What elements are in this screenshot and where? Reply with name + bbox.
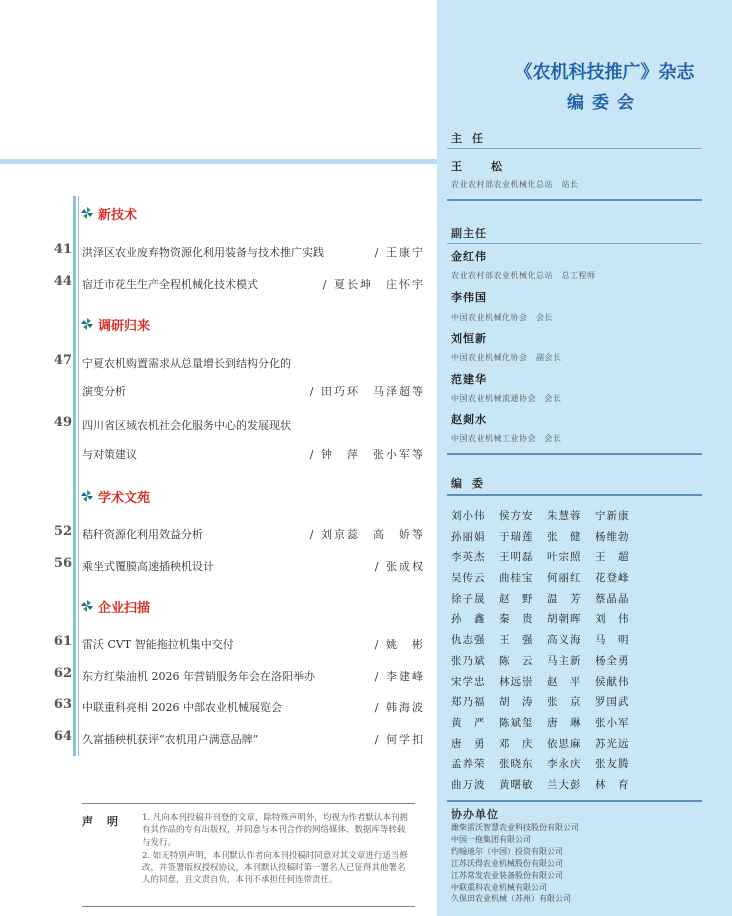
member-name: 杨全勇: [595, 654, 630, 667]
toc-entry[interactable]: [0, 555, 437, 575]
member-name: 秦 贵: [499, 613, 534, 626]
member-name: 李英杰: [451, 551, 486, 564]
divider: [447, 494, 702, 496]
member-name: 蔡晶晶: [595, 592, 630, 605]
person-role: 中国农业机械工业协会 会长: [451, 434, 562, 443]
top-divider-band: [0, 159, 437, 164]
article-title: 宿迁市花生生产全程机械化技术模式: [82, 278, 258, 291]
article-author: / 钟 萍 张小军等: [309, 448, 425, 461]
toc-entry[interactable]: [0, 273, 437, 293]
section-title: 企业扫描: [98, 600, 151, 616]
page-number: 62: [53, 666, 72, 681]
member-name: 苏光远: [595, 737, 630, 750]
page-number: 64: [53, 729, 72, 744]
article-author: / 韩海波: [374, 701, 425, 714]
member-name: 林 育: [595, 778, 630, 791]
toc-entry[interactable]: [0, 414, 437, 434]
person-role: 中国农业机械化协会 副会长: [451, 353, 562, 362]
member-name: 赵 野: [499, 592, 534, 605]
article-title: 东方红柴油机 2026 年营销服务年会在洛阳举办: [82, 670, 315, 683]
declaration-paragraph: 2. 如无特别声明，本刊默认作者向本刊投稿时同意对其文章进行适当修改，并签署版权授权协议，本刊默认投稿时第一署名人已征得其他署名人的同意，且文责自负，本刊不承担任何连带责任。: [142, 850, 408, 886]
article-title: 久富插秧机获评“农机用户满意品牌”: [82, 733, 259, 746]
person-name: 王 松: [451, 160, 511, 173]
members-row: [451, 694, 701, 715]
divider: [447, 243, 702, 244]
org-item: 中联重科农业机械有限公司: [451, 882, 547, 892]
section-title: 新技术: [98, 207, 138, 223]
member-name: 孙丽娟: [451, 530, 486, 543]
toc-entry[interactable]: [0, 633, 437, 653]
member-name: 孟养荣: [451, 758, 486, 771]
member-name: 张 健: [547, 530, 582, 543]
members-row: [451, 508, 701, 529]
page-number: 47: [53, 353, 72, 368]
member-name: 高义海: [547, 634, 582, 647]
section-heading: [80, 595, 150, 617]
section-title: 调研归来: [98, 318, 151, 334]
person-name: 赵剡水: [451, 413, 487, 426]
members-row: [451, 715, 701, 736]
person-name: 刘恒新: [451, 332, 487, 345]
page-number: 61: [53, 634, 72, 649]
toc-entry[interactable]: [0, 665, 437, 685]
article-title: 雷沃 CVT 智能拖拉机集中交付: [82, 638, 234, 651]
magazine-title: 《农机科技推广》杂志: [514, 62, 695, 83]
article-author: / 张成权: [374, 560, 425, 573]
members-row: [451, 653, 701, 674]
member-name: 罗国武: [595, 696, 630, 709]
members-row: [451, 777, 701, 798]
member-name: 马 明: [595, 634, 630, 647]
toc-entry[interactable]: [0, 241, 437, 261]
co-organizers-list: [451, 822, 701, 905]
member-name: 侯方安: [499, 510, 534, 522]
member-name: 曲万波: [451, 778, 486, 791]
member-name: 宁新康: [595, 510, 630, 522]
toc-entry[interactable]: [0, 728, 437, 748]
member-name: 徐子晟: [451, 592, 486, 605]
deputy-heading: 副主任: [451, 227, 487, 240]
declaration-label: 声明: [82, 815, 132, 828]
editorial-board-panel: [437, 0, 732, 916]
toc-entry[interactable]: [0, 352, 437, 372]
member-name: 宋学忠: [451, 675, 486, 688]
member-name: 朱慧蓉: [547, 510, 582, 522]
member-name: 曲桂宝: [499, 572, 534, 585]
article-title: 中联重科亮相 2026 中部农业机械展览会: [82, 701, 282, 714]
declaration-paragraph: 1. 凡向本刊投稿并刊登的文章，除特殊声明外，均视为作者默认本刊拥有其作品的专有出版权，并同意与本刊合作的网络媒体、数据库等转载与发行。: [142, 813, 408, 848]
person-name: 范建华: [451, 373, 487, 386]
article-title: 洪泽区农业废弃物资源化利用装备与技术推广实践: [82, 246, 324, 259]
member-name: 孙 鑫: [451, 613, 486, 626]
pinwheel-icon: [80, 599, 94, 613]
member-name: 依思麻: [547, 737, 582, 750]
section-heading: [80, 202, 137, 224]
members-grid: [451, 508, 701, 798]
members-row: [451, 736, 701, 757]
page-number: 56: [53, 556, 72, 571]
member-name: 王 超: [595, 551, 630, 564]
members-row: [451, 611, 701, 632]
member-name: 侯献伟: [595, 675, 630, 688]
member-name: 郑乃福: [451, 696, 486, 709]
members-row: [451, 570, 701, 591]
section-title: 学术文苑: [98, 490, 151, 506]
page-number: 44: [53, 274, 72, 289]
article-author: / 何学扣: [374, 733, 425, 746]
toc-entry-continued[interactable]: [0, 380, 437, 400]
person-role: 农业农村部农业机械化总站 站长: [451, 180, 579, 189]
member-name: 花登峰: [595, 572, 630, 585]
page-number: 41: [53, 242, 72, 257]
member-name: 何丽红: [547, 572, 582, 585]
member-name: 黄曙敏: [499, 778, 534, 791]
divider: [447, 800, 702, 802]
member-name: 陈 云: [499, 654, 534, 667]
chief-heading: 主任: [451, 132, 493, 145]
article-title: 乘坐式覆膜高速插秧机设计: [82, 560, 214, 573]
page-number: 52: [53, 524, 72, 539]
article-author: / 姚 彬: [374, 638, 425, 651]
member-name: 王明磊: [499, 551, 534, 564]
org-item: 中国一拖集团有限公司: [451, 834, 531, 844]
member-name: 叶宗照: [547, 551, 582, 564]
member-name: 吴传云: [451, 572, 486, 585]
pinwheel-icon: [80, 489, 94, 503]
toc-entry-continued[interactable]: [0, 443, 437, 463]
member-name: 陈斌玺: [499, 716, 534, 729]
member-name: 刘 伟: [595, 613, 630, 626]
table-of-contents: [0, 196, 437, 756]
members-heading: 编委: [451, 477, 493, 490]
member-name: 张 京: [547, 696, 582, 709]
pinwheel-icon: [80, 317, 94, 331]
org-item: 江苏沃得农业机械股份有限公司: [451, 858, 563, 868]
member-name: 杨维勃: [595, 530, 630, 543]
member-name: 林远崇: [499, 675, 534, 688]
orgs-heading: 协办单位: [451, 808, 499, 821]
member-name: 胡 涛: [499, 696, 534, 709]
divider: [447, 148, 702, 149]
person-name: 李伟国: [451, 291, 487, 304]
members-row: [451, 549, 701, 570]
member-name: 兰大彭: [547, 778, 582, 791]
declaration-text: [142, 812, 412, 887]
member-name: 唐 勇: [451, 737, 486, 750]
article-author: / 王康宁: [374, 246, 425, 259]
member-name: 马主新: [547, 654, 582, 667]
declaration-box: [82, 803, 415, 907]
section-heading: [80, 313, 150, 335]
person-role: 中国农业机械流通协会 会长: [451, 394, 562, 403]
article-title: 宁夏农机购置需求从总量增长到结构分化的: [82, 357, 291, 370]
org-item: 潍柴雷沃智慧农业科技股份有限公司: [451, 823, 579, 832]
members-row: [451, 632, 701, 653]
member-name: 仇志强: [451, 634, 486, 647]
person-role: 中国农业机械化协会 会长: [451, 313, 553, 322]
page-number: 49: [53, 415, 72, 430]
members-row: [451, 674, 701, 695]
members-row: [451, 756, 701, 777]
member-name: 邓 庆: [499, 737, 534, 750]
page-number: 63: [53, 697, 72, 712]
divider: [447, 453, 702, 455]
article-title: 四川省区域农机社会化服务中心的发展现状: [82, 419, 291, 432]
member-name: 王 强: [499, 634, 534, 647]
article-title: 秸秆资源化利用效益分析: [82, 528, 203, 541]
member-name: 胡朝晖: [547, 613, 582, 626]
section-heading: [80, 485, 150, 507]
org-item: 江苏常发农业装备股份有限公司: [451, 870, 563, 880]
toc-entry[interactable]: [0, 523, 437, 543]
member-name: 张友腾: [595, 758, 630, 771]
member-name: 李永庆: [547, 758, 582, 771]
pinwheel-icon: [80, 206, 94, 220]
divider: [447, 199, 702, 201]
person-role: 农业农村部农业机械化总站 总工程师: [451, 271, 596, 280]
article-title-line2: 与对策建议: [82, 448, 137, 461]
members-row: [451, 529, 701, 550]
member-name: 刘小伟: [451, 510, 486, 522]
article-author: / 刘京蕊 高 娇等: [309, 528, 425, 541]
article-author: / 李建峰: [374, 670, 425, 683]
board-subtitle: 编委会: [567, 93, 642, 113]
member-name: 张晓东: [499, 758, 534, 771]
member-name: 张小军: [595, 716, 630, 729]
members-row: [451, 591, 701, 612]
org-item: 久保田农业机械（苏州）有限公司: [451, 894, 571, 904]
person-name: 金红伟: [451, 250, 487, 263]
toc-entry[interactable]: [0, 696, 437, 716]
org-item: 约翰迪尔（中国）投资有限公司: [451, 846, 563, 856]
member-name: 温 芳: [547, 592, 582, 605]
article-title-line2: 演变分析: [82, 385, 126, 398]
member-name: 于瑞莲: [499, 530, 534, 543]
member-name: 张乃斌: [451, 654, 486, 667]
article-author: / 夏长坤 庄怀宇: [322, 278, 425, 291]
article-author: / 田巧环 马泽超等: [309, 385, 425, 398]
member-name: 唐 琳: [547, 716, 582, 729]
member-name: 黄 严: [451, 716, 486, 729]
member-name: 赵 平: [547, 675, 582, 688]
